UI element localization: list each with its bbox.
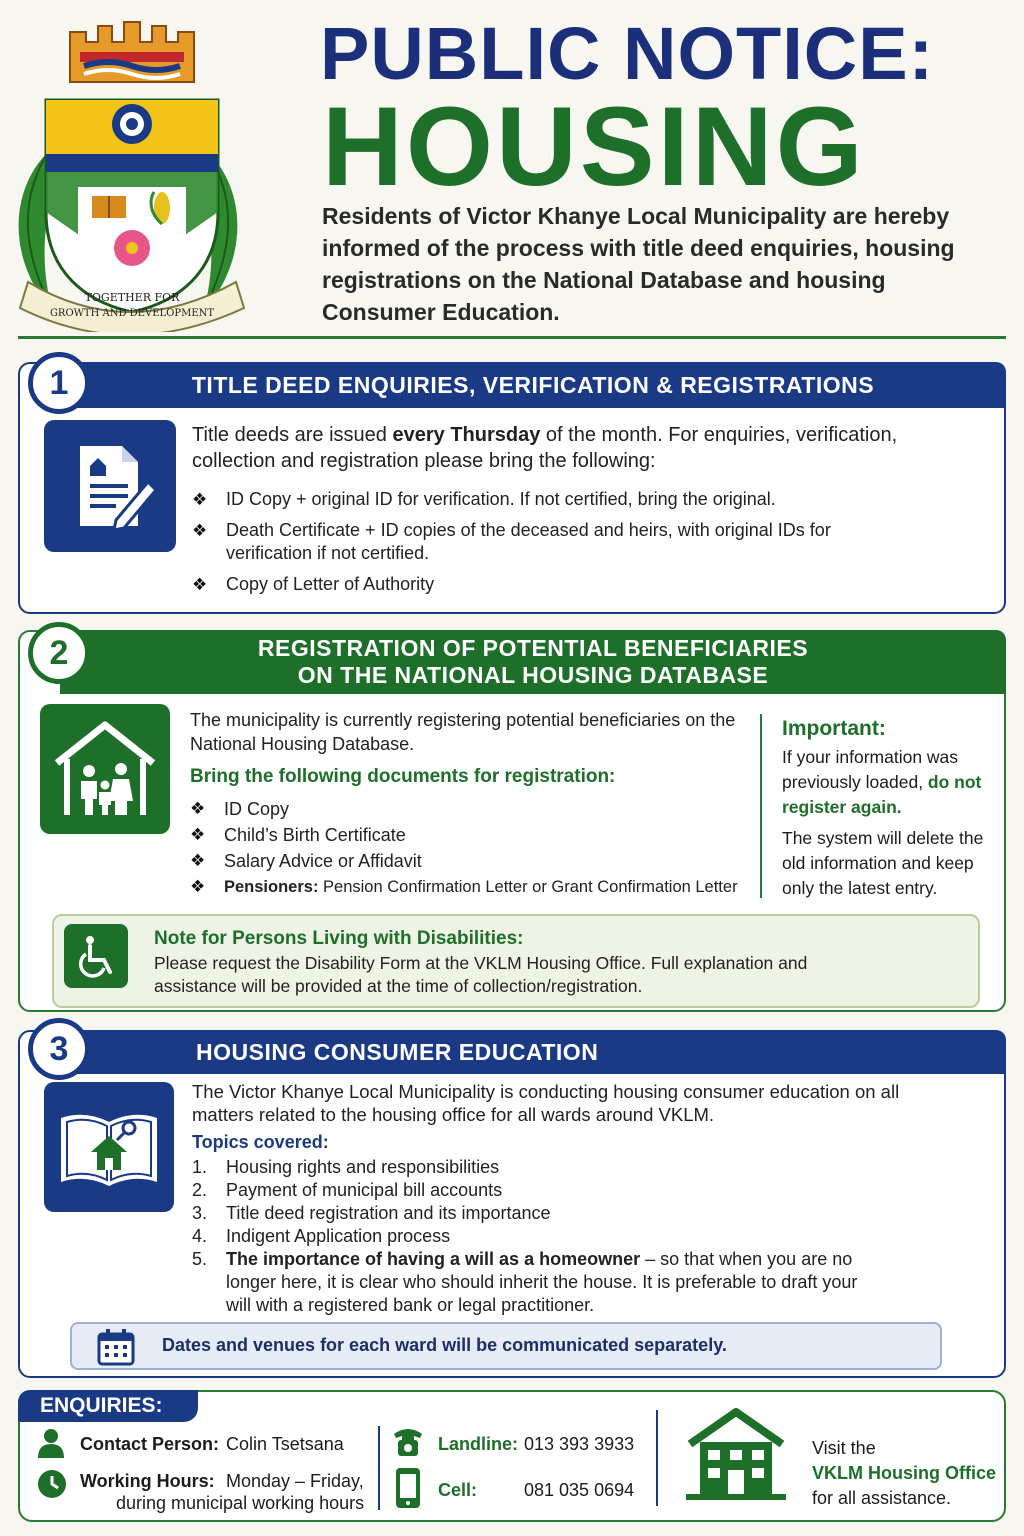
landline-row xyxy=(438,1434,634,1455)
landline-value: 013 393 3933 xyxy=(524,1434,635,1454)
section2-number-badge: 2 xyxy=(28,622,90,684)
enquiries-panel xyxy=(18,1390,1006,1522)
list-item: ❖ Copy of Letter of Authority xyxy=(192,574,435,594)
list-item: ❖ ID Copy + original ID for verification. If not certified, bring the original. xyxy=(192,489,776,509)
disability-text: Please request the Disability Form at the VKLM Housing Office. Full explanation and assistance will be provided at the time of collection/registration. xyxy=(154,953,808,996)
section-housing-database xyxy=(18,630,1006,1012)
section-title-deed xyxy=(18,362,1006,614)
page-title-line1: PUBLIC NOTICE: xyxy=(320,12,935,95)
housing-office-building-icon xyxy=(684,1408,788,1504)
important-heading: Important: xyxy=(782,717,886,740)
telephone-icon xyxy=(390,1422,426,1458)
family-house-icon xyxy=(51,719,159,819)
section3-banner xyxy=(60,1030,1006,1074)
section1-title: TITLE DEED ENQUIRIES, VERIFICATION & REGISTRATIONS xyxy=(191,371,875,398)
section2-banner xyxy=(60,630,1006,694)
clock-icon xyxy=(36,1468,68,1500)
list-item: 5. The importance of having a will as a homeowner – so that when you are no longer here, it is clear who should inherit the house. It is preferable to draft your will with a registered bank or legal practitioner. xyxy=(192,1249,858,1315)
important-divider xyxy=(760,714,762,898)
section2-title-line2: ON THE NATIONAL HOUSING DATABASE xyxy=(297,662,769,688)
person-icon xyxy=(36,1428,66,1458)
cell-value: 081 035 0694 xyxy=(524,1480,635,1500)
crest-motto-line2: GROWTH AND DEVELOPMENT xyxy=(49,308,215,319)
list-item: 1. Housing rights and responsibilities xyxy=(192,1157,500,1177)
important-box xyxy=(782,716,992,901)
enquiries-divider-2 xyxy=(656,1410,658,1506)
dates-note-text: Dates and venues for each ward will be communicated separately. xyxy=(162,1335,727,1355)
calendar-icon xyxy=(96,1327,136,1367)
dates-note-box xyxy=(70,1322,942,1370)
working-hours-value-2: during municipal working hours xyxy=(116,1493,365,1513)
book-house-icon-box xyxy=(44,1082,174,1212)
document-edit-icon-box xyxy=(44,420,176,552)
section1-number-badge: 1 xyxy=(28,352,90,414)
list-item: ❖ Salary Advice or Affidavit xyxy=(190,851,422,871)
working-hours-row xyxy=(80,1470,364,1514)
contact-person-row xyxy=(80,1434,344,1455)
working-hours-value: Monday – Friday, xyxy=(226,1471,364,1491)
topics-heading: Topics covered: xyxy=(192,1132,329,1152)
section1-intro: Title deeds are issued every Thursday of the month. For enquiries, verification, collection and registration please bring the following: xyxy=(192,424,898,472)
disability-heading: Note for Persons Living with Disabilities: xyxy=(154,928,524,949)
important-text: If your information was previously loaded, do not register again. xyxy=(782,747,982,817)
section3-intro: The Victor Khanye Local Municipality is conducting housing consumer education on all matters related to the housing office for all wards around VKLM. xyxy=(192,1081,900,1125)
important-text-2: The system will delete the old information and keep only the latest entry. xyxy=(782,828,984,898)
wheelchair-icon-box xyxy=(64,924,128,988)
municipal-crest-logo xyxy=(8,12,248,332)
landline-label: Landline: xyxy=(438,1434,518,1454)
section1-bullet-list xyxy=(192,488,872,596)
contact-person-value: Colin Tsetsana xyxy=(226,1434,344,1454)
section3-title: HOUSING CONSUMER EDUCATION xyxy=(196,1038,599,1065)
list-item: ❖ Child’s Birth Certificate xyxy=(190,825,406,845)
intro-paragraph: Residents of Victor Khanye Local Municipality are hereby informed of the process with title deed enquiries, housing registrations on the National Database and housing Consumer Education. xyxy=(322,203,955,325)
list-item: ❖ Death Certificate + ID copies of the deceased and heirs, with original IDs for verification if not certified. xyxy=(192,520,831,563)
list-item: 4. Indigent Application process xyxy=(192,1226,451,1246)
section2-docs-heading: Bring the following documents for registration: xyxy=(190,766,616,787)
topics-list xyxy=(192,1156,912,1317)
crest-motto-line1: TOGETHER FOR xyxy=(84,291,180,304)
list-item: ❖ Pensioners: Pension Confirmation Letter or Grant Confirmation Letter xyxy=(190,877,738,896)
wheelchair-icon xyxy=(74,934,118,978)
section2-title-line1: REGISTRATION OF POTENTIAL BENEFICIARIES xyxy=(257,635,809,661)
enquiries-tab: ENQUIRIES: xyxy=(18,1390,198,1422)
cell-label: Cell: xyxy=(438,1480,478,1500)
mobile-phone-icon xyxy=(394,1466,422,1510)
contact-person-label: Contact Person: xyxy=(80,1434,220,1454)
office-name: VKLM Housing Office xyxy=(812,1463,996,1483)
list-item: 2. Payment of municipal bill accounts xyxy=(192,1180,503,1200)
working-hours-label: Working Hours: xyxy=(80,1471,215,1491)
section-consumer-education xyxy=(18,1030,1006,1378)
family-house-icon-box xyxy=(40,704,170,834)
list-item: ❖ ID Copy xyxy=(190,799,290,819)
cell-row xyxy=(438,1480,634,1501)
section2-intro: The municipality is currently registering potential beneficiaries on the National Housing Database. xyxy=(190,710,736,754)
section3-number-badge: 3 xyxy=(28,1018,90,1080)
list-item: 3. Title deed registration and its importance xyxy=(192,1203,551,1223)
book-house-icon xyxy=(57,1102,161,1192)
header-divider xyxy=(18,336,1006,339)
document-edit-icon xyxy=(60,436,160,536)
visit-office-text: Visit the VKLM Housing Office for all assistance. xyxy=(812,1438,996,1508)
section1-banner xyxy=(60,362,1006,408)
page-title-line2: HOUSING xyxy=(322,84,866,209)
disability-note xyxy=(52,914,980,1008)
section2-bullet-list xyxy=(190,796,790,900)
enquiries-divider-1 xyxy=(378,1426,380,1510)
